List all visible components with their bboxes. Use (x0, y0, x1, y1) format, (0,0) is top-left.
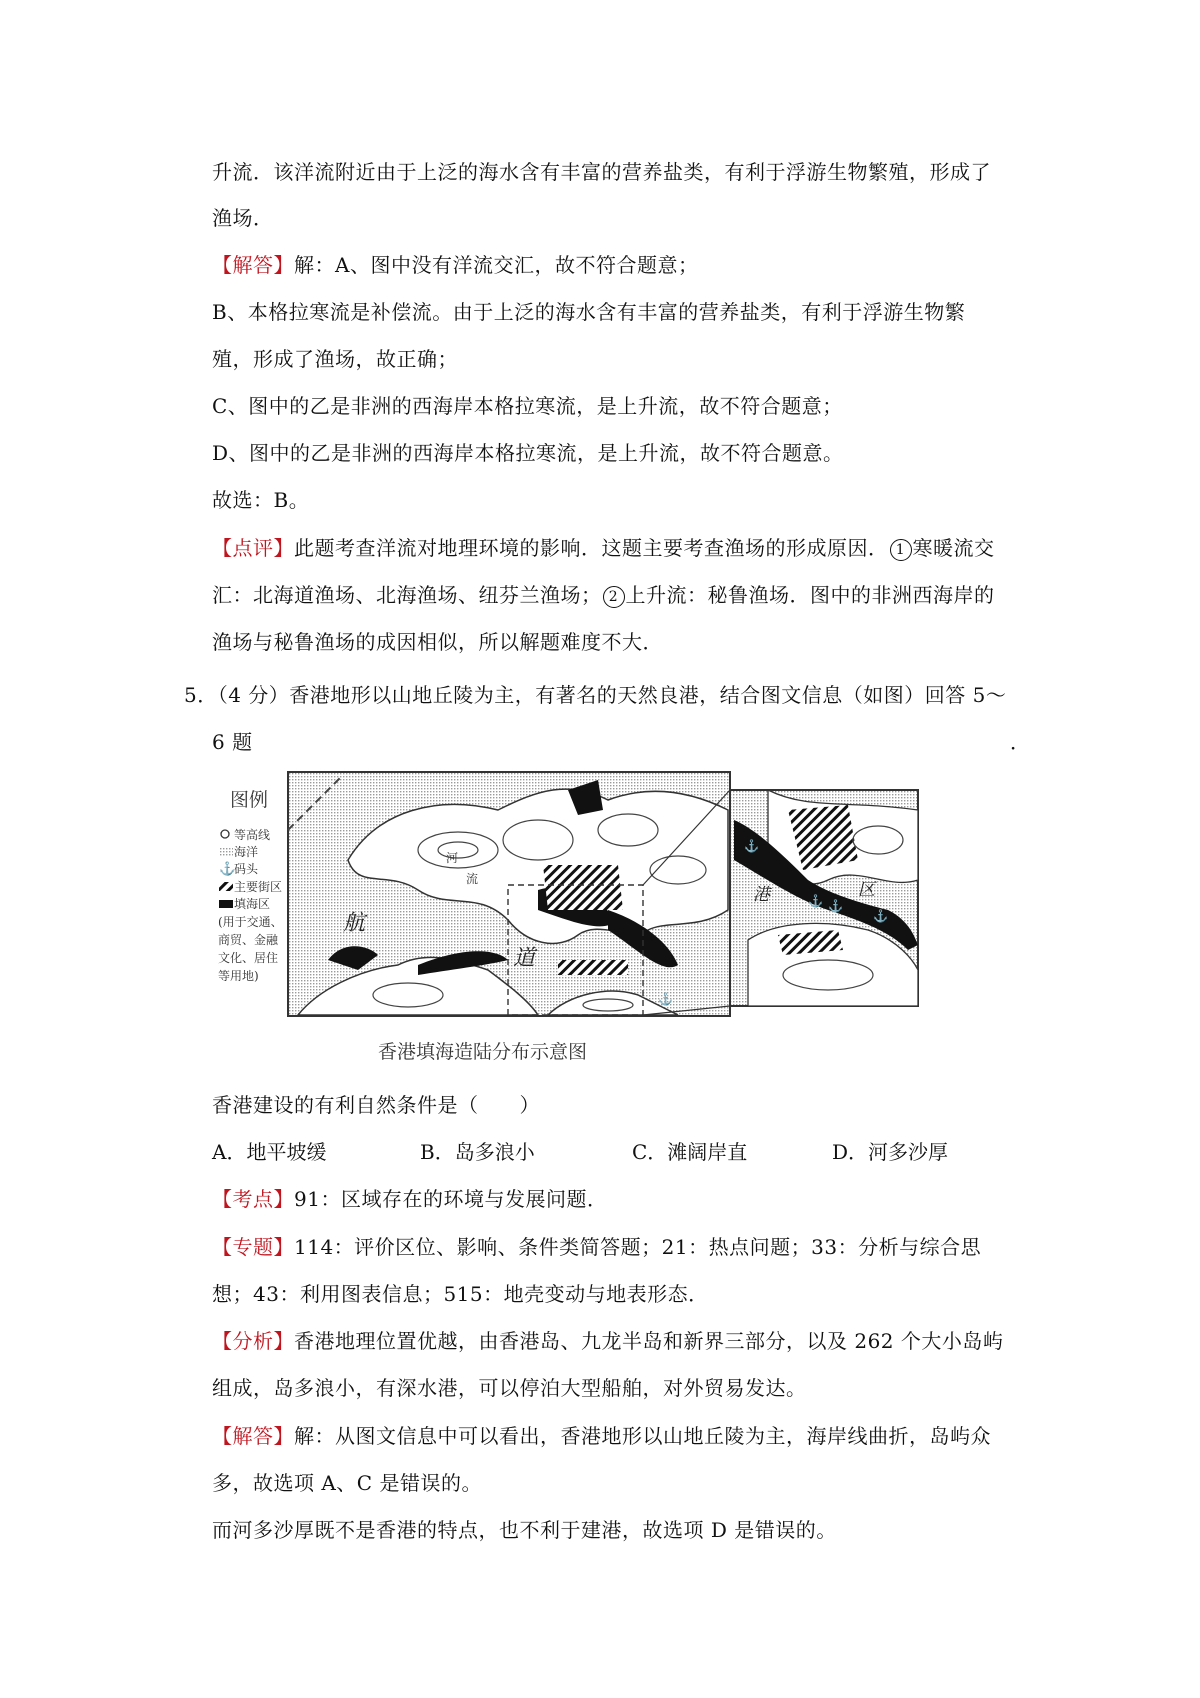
anchor-icon: ⚓ (873, 909, 888, 923)
question-line: 6 题 (212, 730, 253, 754)
analysis-text: 香港地理位置优越，由香港岛、九龙半岛和新界三部分，以及 262 个大小岛屿 (294, 1329, 1004, 1353)
analysis-line (212, 1185, 607, 1213)
analysis-text: 114：评价区位、影响、条件类简答题；21：热点问题；33：分析与综合思 (294, 1235, 982, 1259)
analysis-text: 91：区域存在的环境与发展问题． (294, 1187, 608, 1211)
inset-map (730, 790, 918, 1006)
map-label: 港 (753, 885, 770, 905)
circled-number: 2 (603, 586, 625, 608)
question-end-dot: ． (1010, 730, 1030, 754)
paragraph-line: 升流．该洋流附近由于上泛的海水含有丰富的营养盐类，有利于浮游生物繁殖，形成了 (212, 160, 991, 184)
legend-title: 图例 (230, 789, 269, 811)
option-d: D．河多沙厚 (832, 1140, 949, 1164)
analysis-line: 想；43：利用图表信息；515：地壳变动与地表形态． (212, 1282, 709, 1306)
legend-item: 等高线 (234, 828, 271, 842)
kaodian-tag: 【考点】 (212, 1187, 294, 1211)
question-stem: 香港建设的有利自然条件是（ ） (212, 1093, 540, 1117)
main-map (288, 772, 730, 1016)
map-label: 区 (858, 880, 875, 900)
comment-text: 寒暖流交 (912, 536, 995, 560)
option-a: A．地平坡缓 (212, 1140, 327, 1164)
zhuanti-tag: 【专题】 (212, 1235, 294, 1259)
option-c: C．滩阔岸直 (632, 1140, 748, 1164)
legend-note: 文化、居住 (218, 951, 279, 965)
map-label: 道 (513, 946, 536, 971)
anchor-icon: ⚓ (658, 992, 673, 1006)
answer-line: B、本格拉寒流是补偿流。由于上泛的海水含有丰富的营养盐类，有利于浮游生物繁 (212, 300, 966, 324)
analysis-text: 解：从图文信息中可以看出，香港地形以山地丘陵为主，海岸线曲折，岛屿众 (294, 1424, 991, 1448)
answer-text: 解：A、图中没有洋流交汇，故不符合题意； (294, 253, 699, 277)
legend-note: 等用地) (218, 969, 259, 983)
contour-symbol-icon (221, 830, 229, 838)
map-figure (208, 770, 1004, 1070)
analysis-line: 而河多沙厚既不是香港的特点，也不利于建港，故选项 D 是错误的。 (212, 1518, 837, 1542)
legend-item: 主要街区 (234, 880, 283, 894)
figure (208, 770, 1004, 1070)
anchor-icon: ⚓ (219, 862, 236, 877)
comment-text: 汇：北海道渔场、北海渔场、纽芬兰渔场； (212, 583, 602, 607)
fenxi-tag: 【分析】 (212, 1329, 294, 1353)
legend (218, 789, 283, 983)
reclaimed-symbol-icon (219, 900, 233, 908)
map-label: 流 (466, 872, 479, 886)
paragraph-line: 渔场． (212, 206, 274, 230)
map-label: 航 (343, 911, 366, 936)
legend-item: 填海区 (234, 897, 271, 911)
answer-tag: 【解答】 (212, 253, 294, 277)
answer-line: D、图中的乙是非洲的西海岸本格拉寒流，是上升流，故不符合题意。 (212, 441, 844, 465)
comment-tag: 【点评】 (212, 536, 294, 560)
answer-line: C、图中的乙是非洲的西海岸本格拉寒流，是上升流，故不符合题意； (212, 394, 843, 418)
comment-text: 此题考查洋流对地理环境的影响．这题主要考查渔场的形成原因． (294, 536, 889, 560)
circled-number: 1 (890, 539, 912, 561)
comment-text: 上升流：秘鲁渔场．图中的非洲西海岸的 (625, 583, 995, 607)
figure-caption: 香港填海造陆分布示意图 (378, 1041, 588, 1063)
legend-note: 商贸、金融 (218, 933, 279, 947)
comment-line: 渔场与秘鲁渔场的成因相似，所以解题难度不大． (212, 630, 663, 654)
comment-line (212, 534, 995, 562)
analysis-line (212, 1233, 981, 1261)
analysis-line (212, 1327, 1003, 1355)
analysis-line: 组成，岛多浪小，有深水港，可以停泊大型船舶，对外贸易发达。 (212, 1376, 807, 1400)
answer-line: 殖，形成了渔场，故正确； (212, 347, 458, 371)
anchor-icon: ⚓ (808, 894, 823, 908)
anchor-icon: ⚓ (828, 899, 843, 913)
ocean-symbol-icon (219, 847, 233, 856)
analysis-line (212, 1422, 991, 1450)
anchor-icon: ⚓ (744, 839, 759, 853)
comment-line (212, 581, 995, 609)
answer-line: 故选：B。 (212, 488, 310, 512)
legend-item: 海洋 (234, 845, 259, 859)
question-line: 5．（4 分）香港地形以山地丘陵为主，有著名的天然良港，结合图文信息（如图）回答 5～ (184, 683, 1007, 707)
jieda-tag: 【解答】 (212, 1424, 294, 1448)
legend-note: (用于交通、 (218, 915, 283, 929)
option-b: B．岛多浪小 (420, 1140, 535, 1164)
legend-item: 码头 (234, 862, 259, 876)
analysis-line: 多，故选项 A、C 是错误的。 (212, 1471, 482, 1495)
district-symbol-icon (219, 882, 233, 891)
answer-line (212, 251, 698, 279)
map-label: 河 (446, 851, 459, 865)
